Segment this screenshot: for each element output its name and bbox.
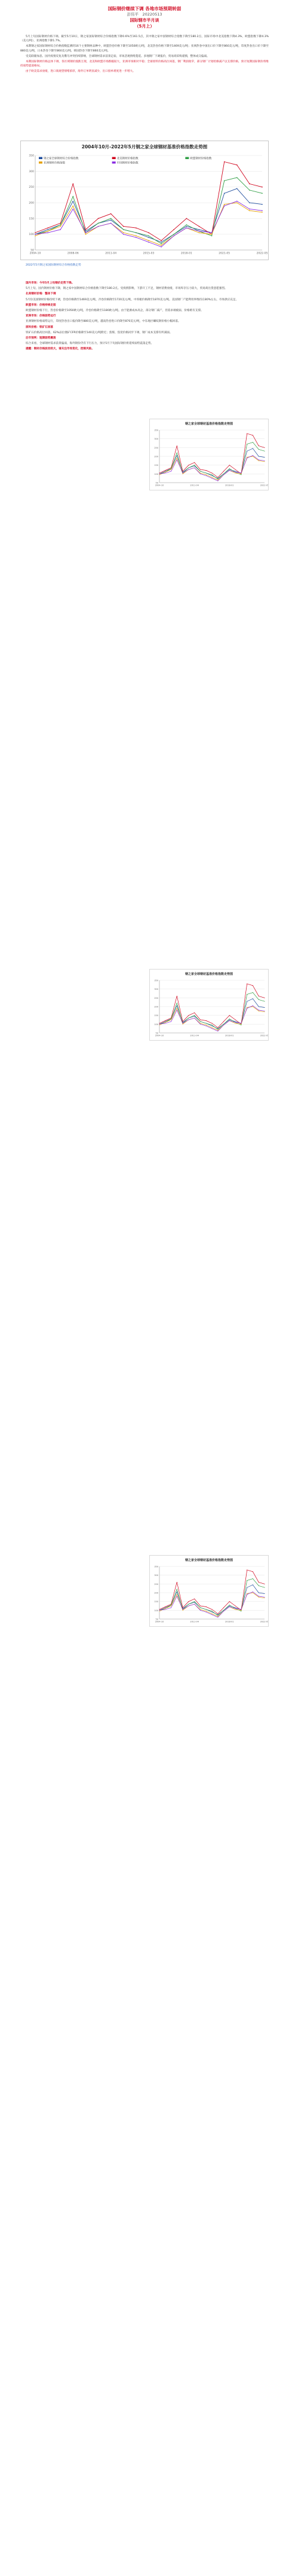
data-point	[262, 187, 263, 188]
x-tick-label: 2022-05	[260, 484, 268, 487]
data-point	[206, 475, 207, 476]
chart-caption-text: 2022年5月钢之家国际钢材综合价格指数走势	[26, 264, 81, 267]
data-point	[85, 234, 87, 235]
data-point	[211, 234, 213, 235]
data-point	[186, 227, 187, 228]
data-point	[212, 475, 213, 476]
data-point	[98, 222, 99, 224]
x-tick-label: 2004-10	[155, 484, 164, 487]
section-title: 后市预判：短期弱势震荡	[26, 337, 56, 340]
data-point	[148, 237, 149, 238]
author-line: 彭伟平 20220513	[127, 12, 162, 17]
y-tick-label: 100	[154, 1609, 158, 1612]
data-point	[217, 1029, 218, 1030]
data-point	[35, 232, 36, 233]
data-point	[186, 226, 187, 227]
data-point	[85, 229, 87, 230]
data-point	[249, 210, 250, 211]
x-tick-label: 2004-10	[155, 1034, 164, 1037]
data-point	[229, 1601, 230, 1602]
data-point	[262, 210, 263, 211]
data-point	[194, 1016, 195, 1017]
data-point	[217, 1615, 218, 1616]
data-point	[73, 205, 74, 206]
data-point	[148, 242, 149, 243]
intro-highlight: 由于欧美需求放缓，进口商观望情绪浓厚，海外订单明显减少，出口接单难度进一步增大。	[26, 70, 136, 74]
intro-paragraph: 受美联储加息、国内疫情反复及俄乌冲突持续影响，全球钢材需求前景走弱，市场悲观情绪蔓延。多地钢厂下调报价，贸易商采购谨慎，整体成交偏弱。	[26, 54, 210, 58]
data-point	[110, 222, 112, 224]
x-tick-label: 2008-06	[67, 252, 79, 255]
y-tick-label: 150	[154, 1601, 158, 1603]
x-tick-label: 2011-04	[105, 252, 117, 255]
data-point	[229, 1020, 230, 1021]
data-point	[236, 202, 238, 203]
small-chart-block-3	[20, 1555, 269, 1629]
y-tick-label: 200	[154, 1592, 158, 1595]
data-point	[136, 232, 137, 233]
data-point	[262, 212, 263, 213]
section-title: 亚洲市场：价格弱势运行	[26, 315, 56, 318]
data-point	[194, 1601, 195, 1602]
data-point	[249, 202, 250, 203]
data-point	[136, 237, 137, 238]
y-tick-label: 50	[155, 481, 158, 484]
x-tick-label: 2015-03	[143, 252, 155, 255]
chart-bg	[150, 1556, 268, 1626]
data-point	[229, 470, 230, 471]
data-point	[73, 201, 74, 202]
section-paragraph: 5月上旬，国内钢材价格下降，钢之家中国钢材综合价格指数下降至180.2点。受疫情影响，下游开工不足，钢材消费放缓，市场库存压力较大，贸易商出货意愿强烈。	[26, 287, 227, 291]
data-point	[235, 472, 236, 473]
chart-title: 2004年10月-2022年5月钢之家全球钢材基准价格指数走势图	[81, 144, 208, 150]
chart-title: 钢之家全球钢材基准价格指数走势图	[185, 1559, 233, 1562]
data-point	[161, 246, 162, 248]
chart-title: 钢之家全球钢材基准价格指数走势图	[185, 973, 233, 976]
small-chart-block-2	[20, 969, 269, 1043]
data-point	[161, 245, 162, 246]
x-tick-label: 2011-04	[190, 1034, 199, 1037]
data-point	[173, 236, 174, 237]
intro-paragraph: 本期钢之家国际钢材综合价格指数监测的16个主要钢材品种中，欧盟热卷价格下降至1050欧元/吨，北美热卷价格下降至1469美元/吨；亚洲热卷中国出口价下降至860美元/吨，印度热卷出口价下降至880美元/吨，日本热卷下降至860美元/吨，韩国热卷下降至860美元/吨。	[20, 45, 269, 53]
data-point	[161, 240, 162, 241]
data-point	[110, 214, 112, 215]
data-point	[161, 242, 162, 243]
data-point	[212, 472, 213, 473]
data-point	[206, 474, 207, 475]
legend-label: 欧盟钢材价格指数	[190, 157, 212, 160]
data-point	[194, 462, 195, 463]
data-point	[217, 1617, 218, 1618]
data-point	[194, 1602, 195, 1603]
data-point	[73, 196, 74, 197]
y-tick-label: 200	[154, 455, 158, 458]
data-point	[110, 218, 112, 220]
chart-bg	[150, 419, 268, 490]
x-tick-label: 2022-05	[256, 252, 268, 255]
data-point	[199, 231, 200, 232]
x-tick-label: 2021-05	[219, 252, 230, 255]
data-point	[123, 226, 124, 227]
legend-swatch	[39, 161, 42, 164]
section-title: 原料价格：铁矿石回落	[26, 325, 53, 329]
data-point	[212, 474, 213, 475]
y-tick-label: 150	[29, 217, 34, 221]
data-point	[194, 1015, 195, 1016]
data-point	[206, 1020, 207, 1021]
legend-label: 钢之家全球钢材综合价格指数	[44, 157, 79, 160]
data-point	[236, 188, 238, 190]
data-point	[194, 1018, 195, 1019]
small-chart-3	[149, 1555, 269, 1627]
main-chart	[20, 141, 269, 260]
data-point	[211, 232, 213, 233]
data-point	[249, 190, 250, 191]
data-point	[229, 1606, 230, 1607]
data-point	[262, 193, 263, 194]
data-point	[148, 236, 149, 237]
data-point	[224, 204, 225, 205]
data-point	[85, 232, 87, 233]
y-tick-label: 50	[155, 1618, 158, 1621]
data-point	[199, 226, 200, 227]
data-point	[223, 1607, 224, 1608]
x-tick-label: 2018-01	[225, 1620, 234, 1623]
risk-note: 提醒：钢材价格波动较大，请关注市场变化，控制风险。	[26, 347, 94, 351]
data-point	[35, 236, 36, 237]
data-point	[123, 232, 124, 233]
data-point	[173, 229, 174, 230]
data-point	[235, 1022, 236, 1023]
y-tick-label: 100	[154, 472, 158, 475]
data-point	[73, 209, 74, 210]
main-chart-caption	[20, 263, 269, 269]
data-point	[229, 468, 230, 469]
x-tick-label: 2011-04	[190, 484, 199, 487]
data-point	[188, 1601, 189, 1602]
report-name: 国际钢市半月谈	[130, 18, 159, 23]
data-point	[223, 474, 224, 475]
data-point	[60, 226, 61, 227]
chart-title: 钢之家全球钢材基准价格指数走势图	[185, 422, 233, 426]
small-chart-2	[149, 969, 269, 1041]
data-point	[161, 243, 162, 245]
data-point	[223, 1024, 224, 1025]
data-point	[212, 1614, 213, 1615]
data-point	[224, 205, 225, 206]
data-point	[136, 236, 137, 237]
section-paragraph: 综合来看，全球钢材需求前景偏弱，海外钢价仍有下行压力，预计5月下旬国际钢价将延续弱势震荡走势。	[26, 342, 154, 346]
data-point	[235, 1021, 236, 1022]
small-chart-svg	[150, 1556, 268, 1626]
data-point	[123, 229, 124, 230]
data-point	[206, 1606, 207, 1607]
section-title: 欧盟市场：价格持续走弱	[26, 303, 56, 307]
section-paragraph: 欧盟钢材价格下行，热卷价格降至1050欧元/吨，冷卷价格降至1180欧元/吨。由于能源成本高企，部分钢厂减产，但需求端疲弱，价格难有支撑。	[26, 309, 204, 313]
data-point	[236, 164, 238, 166]
x-tick-label: 2018-01	[180, 252, 192, 255]
y-tick-label: 150	[154, 464, 158, 467]
section-paragraph: 铁矿石价格高位回落，62%品位澳矿CFR价格降至140美元/吨附近；焦煤、焦炭价格同步下调，钢厂成本支撑有所减弱。	[26, 331, 173, 334]
data-point	[236, 177, 238, 178]
data-point	[188, 1015, 189, 1016]
legend-swatch	[39, 157, 42, 160]
data-point	[217, 1031, 218, 1032]
data-point	[206, 470, 207, 471]
data-point	[217, 479, 218, 480]
legend-swatch	[185, 157, 189, 160]
intro-paragraph: 5月上旬国际钢材价格下调。截至5月10日，钢之家国际钢材综合价格指数下降0.6%至161.5点，其中钢之家中国钢材综合指数下降至180.2点，国际市场中北美指数下降4.3%，欧盟指数下降4.3%（美元/吨），亚洲指数下降1.7%。	[20, 35, 269, 43]
data-point	[47, 227, 48, 228]
y-tick-label: 200	[29, 202, 34, 205]
data-point	[47, 232, 48, 233]
x-tick-label: 2022-05	[260, 1034, 268, 1037]
x-tick-label: 2011-04	[190, 1620, 199, 1623]
small-chart-1	[149, 419, 269, 490]
data-point	[98, 218, 99, 220]
y-tick-label: 50	[30, 249, 34, 252]
data-point	[199, 229, 200, 230]
data-point	[60, 224, 61, 225]
legend-label: 亚洲钢材价格指数	[44, 161, 65, 165]
legend-swatch	[112, 157, 116, 160]
data-point	[136, 227, 137, 228]
y-tick-label: 350	[154, 979, 158, 982]
data-point	[217, 1030, 218, 1031]
legend-swatch	[112, 161, 116, 164]
section-title: 国内市场：今年5月上旬钢价走势下降。	[26, 282, 75, 285]
y-tick-label: 300	[154, 1574, 158, 1577]
y-tick-label: 50	[155, 1032, 158, 1035]
data-point	[47, 229, 48, 230]
y-tick-label: 300	[154, 438, 158, 441]
y-tick-label: 300	[29, 170, 34, 173]
data-point	[188, 1018, 189, 1019]
y-tick-label: 100	[154, 1023, 158, 1026]
data-point	[35, 234, 36, 235]
legend-label: 中国钢材价格指数	[116, 161, 139, 165]
main-chart-svg	[21, 141, 268, 260]
data-point	[223, 1610, 224, 1611]
data-point	[200, 1607, 201, 1608]
data-point	[47, 231, 48, 232]
data-point	[148, 240, 149, 241]
data-point	[199, 232, 200, 233]
data-point	[262, 204, 263, 205]
data-point	[217, 477, 218, 478]
data-point	[110, 220, 112, 221]
data-point	[236, 201, 238, 202]
report-title: 国际钢价继续下调 各地市场预期转弱	[107, 6, 182, 11]
y-tick-label: 350	[29, 154, 34, 158]
data-point	[217, 1616, 218, 1617]
data-point	[217, 1028, 218, 1029]
small-chart-block-1	[20, 419, 269, 493]
y-tick-label: 250	[29, 186, 34, 190]
data-point	[188, 1604, 189, 1605]
x-tick-label: 2022-05	[260, 1620, 268, 1623]
data-point	[217, 1614, 218, 1615]
x-tick-label: 2004-10	[155, 1620, 164, 1623]
data-point	[186, 218, 187, 220]
y-tick-label: 250	[154, 446, 158, 449]
y-tick-label: 200	[154, 1005, 158, 1008]
data-point	[173, 234, 174, 235]
y-tick-label: 100	[29, 233, 34, 237]
data-point	[224, 161, 225, 163]
section-title: 北美钢材价格：整体下调	[26, 292, 56, 296]
data-point	[186, 224, 187, 225]
data-point	[235, 1607, 236, 1608]
y-tick-label: 350	[154, 1565, 158, 1568]
data-point	[60, 229, 61, 230]
data-point	[194, 466, 195, 467]
data-point	[148, 232, 149, 233]
x-tick-label: 2004-10	[29, 252, 41, 255]
data-point	[229, 1015, 230, 1016]
x-tick-label: 2018-01	[225, 484, 234, 487]
section-paragraph: 亚洲钢材价格弱势运行，印度热卷出口报价降至880美元/吨，越南热卷进口价降至870美元/吨，中东地区螺纹钢价格小幅回落。	[26, 320, 181, 324]
y-tick-label: 150	[154, 1014, 158, 1017]
section-paragraph: 5月份美国钢材价格持续下调，热卷价格降至1469美元/吨，冷卷价格降至1720美元/吨，中厚板价格降至1870美元/吨。美国钢厂产能利用率维持在80%左右，市场供应充足。	[26, 298, 239, 301]
y-tick-label: 350	[154, 429, 158, 432]
data-point	[223, 1021, 224, 1022]
data-point	[123, 234, 124, 235]
data-point	[159, 1610, 160, 1611]
data-point	[194, 1604, 195, 1605]
data-point	[200, 1021, 201, 1022]
data-point	[235, 1608, 236, 1609]
y-tick-label: 300	[154, 988, 158, 991]
chart-bg	[150, 970, 268, 1040]
y-tick-label: 250	[154, 1583, 158, 1586]
data-point	[249, 184, 250, 185]
data-point	[200, 472, 201, 473]
data-point	[98, 226, 99, 227]
data-point	[159, 1024, 160, 1025]
legend-label: 北美钢材价格指数	[116, 157, 139, 160]
data-point	[212, 477, 213, 478]
data-point	[200, 1024, 201, 1025]
data-point	[73, 184, 74, 185]
data-point	[249, 209, 250, 210]
data-point	[206, 472, 207, 473]
data-point	[211, 236, 213, 237]
x-tick-label: 2018-01	[225, 1034, 234, 1037]
small-chart-svg	[150, 970, 268, 1040]
y-tick-label: 250	[154, 996, 158, 999]
data-point	[212, 1028, 213, 1029]
section-region	[20, 281, 269, 353]
data-point	[159, 474, 160, 475]
issue-label: （5月上）	[134, 24, 155, 29]
data-point	[159, 472, 160, 473]
data-point	[224, 180, 225, 181]
intro-block	[20, 35, 269, 75]
data-point	[200, 1610, 201, 1611]
data-point	[224, 193, 225, 194]
small-chart-svg	[150, 419, 268, 490]
intro-highlight: 本期国际钢材价格总体下调，各区域钢价涨跌互现，北美和欧盟市场跌幅较大，亚洲市场相对平稳；全球原料价格高位回落，钢厂利润收窄，部分钢厂计划检修减产以支撑价格，预计短期国际钢价将维持弱势震荡格局。	[20, 60, 269, 68]
